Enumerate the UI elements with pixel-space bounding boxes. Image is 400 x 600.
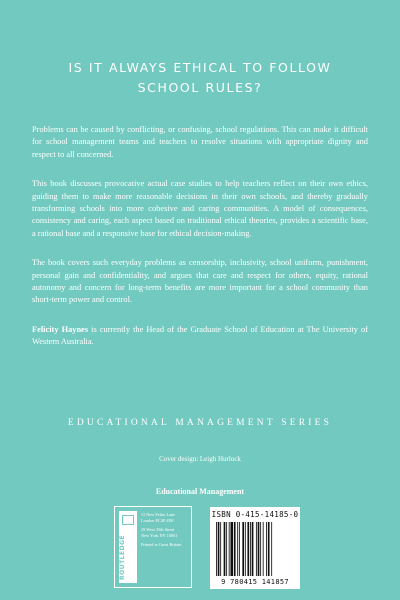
cover-design-credit: Cover design: Leigh Hurlock	[159, 455, 241, 463]
publisher-block	[114, 506, 192, 588]
title-line-2: SCHOOL RULES?	[137, 80, 263, 95]
author-bio	[32, 324, 368, 349]
blurb-paragraph-3: The book covers such everyday problems as censorship, inclusivity, school uniform, punishment, personal gain and confidentiality, and argues that care and respect for others, equity, rational autonomy and concern for long-term benefits are more important for a school community than short-term power and control.	[32, 258, 368, 305]
publisher-logo-text: ROUTLEDGE	[119, 534, 126, 580]
address-line: New York NY 10001	[141, 533, 178, 538]
blurb	[32, 124, 368, 366]
routledge-logo	[119, 511, 137, 583]
blurb-paragraph-2: This book discusses provocative actual case studies to help teachers reflect on their own ethics, guiding them to make more reasonable decisions in their own schools, and thereby gradually transforming schools into more cohesive and caring communities. A model of consequences, consistency and caring, each aspect based on traditional ethical theories, provides a scientific base, a rational base and a responsive base for ethical decision-making.	[32, 179, 368, 238]
author-bio-text: is currently the Head of the Graduate School of Education at The University of Western Australia.	[32, 324, 368, 347]
address-line: Printed in Great Britain	[141, 542, 182, 547]
address-line: 11 New Fetter Lane	[141, 512, 176, 517]
isbn-barcode-box	[210, 507, 300, 589]
publisher-address	[141, 512, 191, 548]
address-line: 29 West 35th Street	[141, 527, 175, 532]
title-line-1: IS IT ALWAYS ETHICAL TO FOLLOW	[68, 60, 332, 75]
blurb-paragraph-1: Problems can be caused by conflicting, or confusing, school regulations. This can make it difficult for school management teams and teachers to resolve situations with appropriate dignity and respect to all concerned.	[32, 125, 368, 159]
publisher-logo-icon	[122, 515, 134, 525]
author-name: Felicity Haynes	[32, 324, 89, 334]
series-name: EDUCATIONAL MANAGEMENT SERIES	[67, 418, 333, 428]
barcode-icon	[215, 522, 295, 576]
subject-category: Educational Management	[155, 487, 245, 496]
back-cover-title	[0, 58, 400, 98]
isbn-label: ISBN 0-415-14185-0	[211, 510, 299, 519]
address-line: London EC4P 4EE	[141, 518, 174, 523]
barcode-digits: 9 780415 141857	[221, 578, 289, 586]
